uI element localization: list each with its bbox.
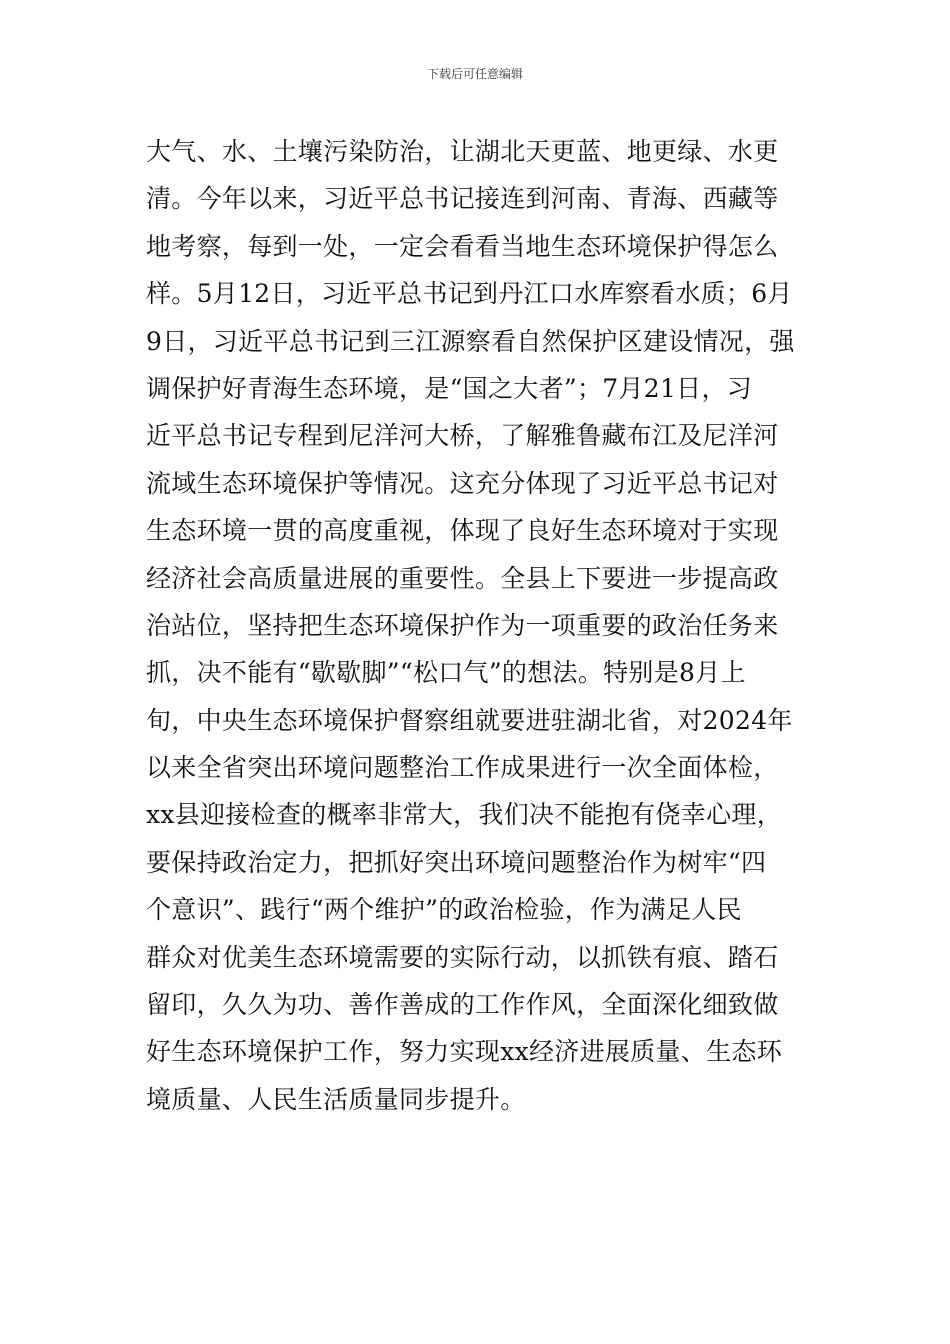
- paragraph-line: 近平总书记专程到尼洋河大桥，了解雅鲁藏布江及尼洋河: [146, 421, 779, 451]
- paragraph-line: 抓，决不能有“歇歇脚”“松口气”的想法。特别是8月上: [146, 658, 746, 688]
- page-header: 下载后可任意编辑: [426, 67, 523, 81]
- paragraph-line: 生态环境一贯的高度重视，体现了良好生态环境对于实现: [146, 516, 779, 546]
- paragraph-line: 境质量、人民生活质量同步提升。: [146, 1084, 526, 1114]
- paragraph-line: 留印，久久为功、善作善成的工作作风，全面深化细致做: [146, 990, 779, 1020]
- paragraph-line: 个意识”、践行“两个维护”的政治检验，作为满足人民: [146, 895, 742, 925]
- body-paragraph: [146, 128, 826, 1123]
- paragraph-line: 好生态环境保护工作，努力实现xx经济进展质量、生态环: [146, 1037, 783, 1067]
- paragraph-line: 调保护好青海生态环境，是“国之大者”；7月21日，习: [146, 373, 753, 403]
- paragraph-line: 9日，习近平总书记到三江源察看自然保护区建设情况，强: [146, 326, 795, 356]
- paragraph-line: xx县迎接检查的概率非常大，我们决不能抱有侥幸心理，: [146, 800, 783, 830]
- paragraph-line: 经济社会高质量进展的重要性。全县上下要进一步提高政: [146, 563, 779, 593]
- paragraph-line: 治站位，坚持把生态环境保护作为一项重要的政治任务来: [146, 610, 779, 640]
- paragraph-line: 旬，中央生态环境保护督察组就要进驻湖北省，对2024年: [146, 705, 793, 735]
- paragraph-line: 以来全省突出环境问题整治工作成果进行一次全面体检，: [146, 753, 779, 783]
- paragraph-line: 大气、水、土壤污染防治，让湖北天更蓝、地更绿、水更: [146, 137, 779, 166]
- paragraph-line: 清。今年以来，习近平总书记接连到河南、青海、西藏等: [146, 184, 779, 214]
- paragraph-line: 样。5月12日，习近平总书记到丹江口水库察看水质；6月: [146, 279, 793, 309]
- paragraph-line: 群众对优美生态环境需要的实际行动，以抓铁有痕、踏石: [146, 942, 779, 972]
- paragraph-line: 要保持政治定力，把抓好突出环境问题整治作为树牢“四: [146, 847, 767, 877]
- paragraph-line: 地考察，每到一处，一定会看看当地生态环境保护得怎么: [146, 231, 779, 261]
- paragraph-line: 流域生态环境保护等情况。这充分体现了习近平总书记对: [146, 468, 779, 498]
